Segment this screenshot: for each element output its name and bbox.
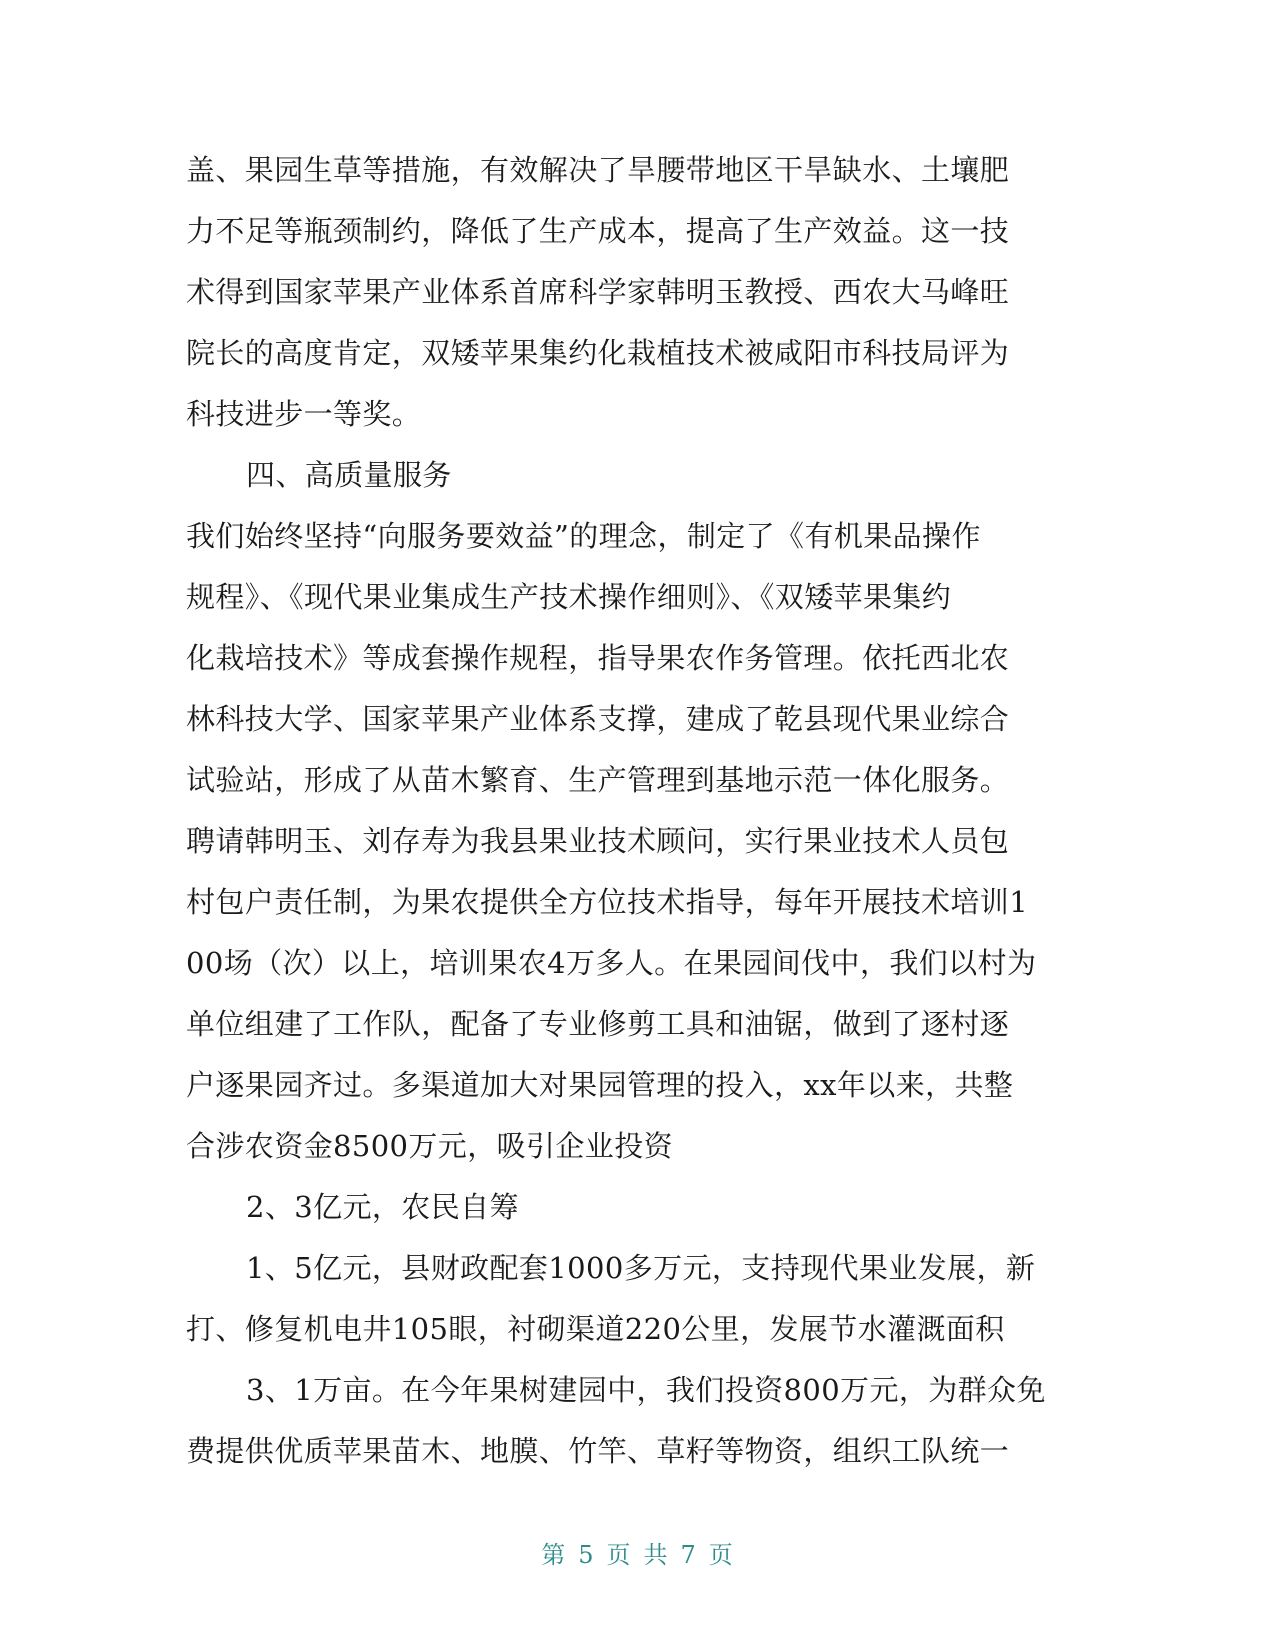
- text-line: 术得到国家苹果产业体系首席科学家韩明玉教授、西农大马峰旺: [186, 275, 1010, 309]
- footer-total-pages: 7: [680, 1541, 697, 1569]
- text-line: 林科技大学、国家苹果产业体系支撑，建成了乾县现代果业综合: [186, 702, 1010, 736]
- text-line: 合涉农资金8500万元，吸引企业投资: [186, 1129, 674, 1163]
- section-heading: 四、高质量服务: [246, 458, 452, 492]
- text-line: 户逐果园齐过。多渠道加大对果园管理的投入，xx年以来，共整: [186, 1068, 1014, 1102]
- footer-prefix: 第: [541, 1541, 567, 1569]
- text-line: 3、1万亩。在今年果树建园中，我们投资800万元，为群众免: [246, 1373, 1046, 1407]
- text-line: 力不足等瓶颈制约，降低了生产成本，提高了生产效益。这一技: [186, 214, 1010, 248]
- text-line: 院长的高度肯定，双矮苹果集约化栽植技术被咸阳市科技局评为: [186, 336, 1010, 370]
- text-line: 1、5亿元，县财政配套1000多万元，支持现代果业发展，新: [246, 1251, 1036, 1285]
- text-line: 化栽培技术》等成套操作规程，指导果农作务管理。依托西北农: [186, 641, 1010, 675]
- text-line: 试验站，形成了从苗木繁育、生产管理到基地示范一体化服务。: [186, 763, 1010, 797]
- text-line: 2、3亿元，农民自筹: [246, 1190, 519, 1224]
- text-line: 费提供优质苹果苗木、地膜、竹竿、草籽等物资，组织工队统一: [186, 1434, 1010, 1468]
- text-line: 盖、果园生草等措施，有效解决了旱腰带地区干旱缺水、土壤肥: [186, 153, 1010, 187]
- footer-suffix: 页: [708, 1541, 734, 1569]
- text-line: 规程》、《现代果业集成生产技术操作细则》、《双矮苹果集约: [186, 580, 952, 614]
- text-line: 村包户责任制，为果农提供全方位技术指导，每年开展技术培训1: [186, 885, 1029, 919]
- text-line: 打、修复机电井105眼，衬砌渠道220公里，发展节水灌溉面积: [186, 1312, 1005, 1346]
- page-footer: [0, 1535, 1275, 1570]
- footer-page-number: 5: [578, 1541, 595, 1569]
- text-line: 科技进步一等奖。: [186, 397, 422, 431]
- text-line: 单位组建了工作队，配备了专业修剪工具和油锯，做到了逐村逐: [186, 1007, 1010, 1041]
- body-text: [186, 140, 1066, 1482]
- text-line: 聘请韩明玉、刘存寿为我县果业技术顾问，实行果业技术人员包: [186, 824, 1010, 858]
- text-line: 00场（次）以上，培训果农4万多人。在果园间伐中，我们以村为: [186, 946, 1037, 980]
- text-line: 我们始终坚持“向服务要效益”的理念，制定了《有机果品操作: [186, 519, 981, 553]
- footer-total-label: 共: [643, 1541, 669, 1569]
- footer-page-label: 页: [606, 1541, 632, 1569]
